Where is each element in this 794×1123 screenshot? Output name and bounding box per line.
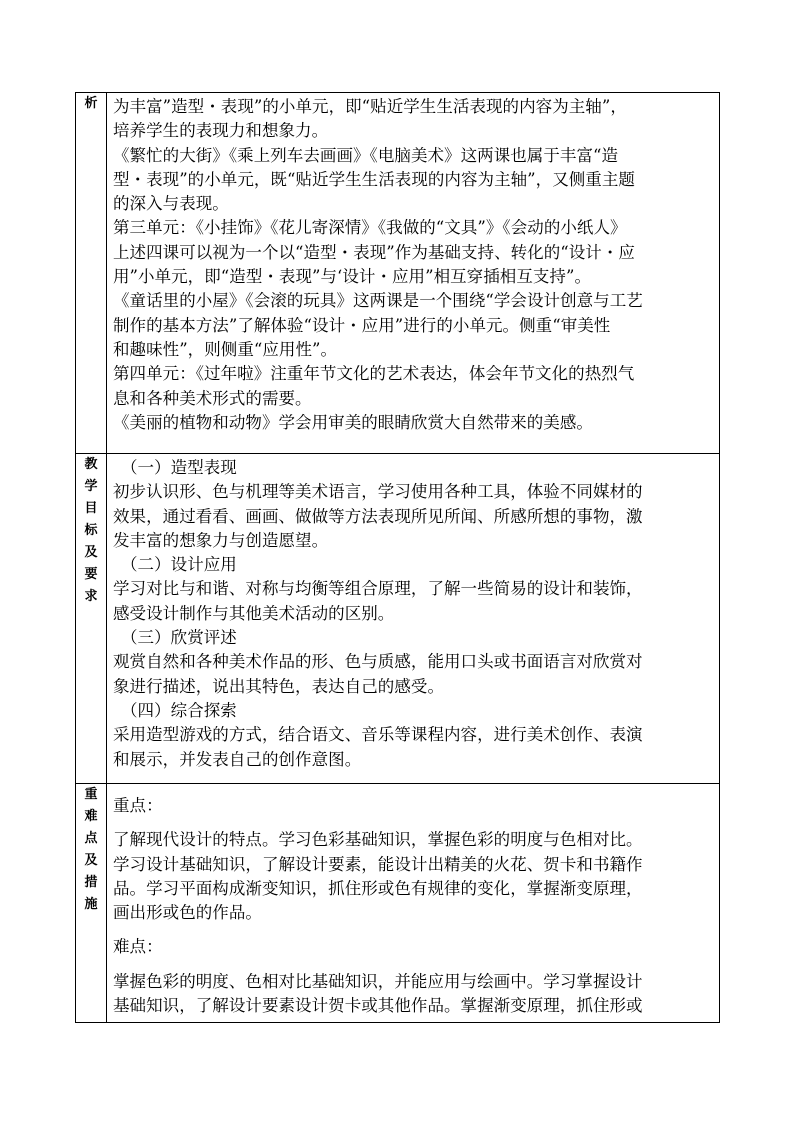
row-label-char: 重 — [84, 787, 98, 802]
analysis-label-cell — [76, 93, 107, 454]
analysis-content-cell — [107, 93, 720, 454]
text-line: 感受设计制作与其他美术活动的区别。 — [113, 603, 395, 623]
text-line: 学习设计基础知识，了解设计要素，能设计出精美的火花、贺卡和书籍作 — [113, 854, 643, 874]
text-line: 为丰富”造型・表现”的小单元，即“贴近学生生活表现的内容为主轴”， — [113, 97, 627, 116]
section-title: （三）欣赏评述 — [121, 628, 237, 648]
text-line: 基础知识，了解设计要素设计贺卡或其他作品。掌握渐变原理，抓住形或 — [113, 996, 643, 1016]
text-line: 发丰富的想象力与创造愿望。 — [113, 530, 329, 550]
objectives-row — [76, 454, 720, 784]
text-line: 和展示，并发表自己的创作意图。 — [113, 749, 362, 769]
row-label-char: 难 — [84, 809, 98, 824]
analysis-row — [76, 93, 720, 454]
text-line: 画出形或色的作品。 — [113, 903, 262, 923]
objectives-content-cell — [107, 454, 720, 784]
row-label-char: 要 — [84, 567, 98, 582]
text-line: 息和各种美术形式的需要。 — [113, 388, 312, 408]
text-line: 《繁忙的大街》《乘上列车去画画》《电脑美术》这两课也属于丰富“造 — [113, 145, 619, 165]
text-line: 《美丽的植物和动物》学会用审美的眼睛欣赏大自然带来的美感。 — [113, 412, 593, 432]
text-line: 象进行描述，说出其特色，表达自己的感受。 — [113, 676, 444, 696]
objectives-label-cell — [76, 454, 107, 784]
text-line: 《童话里的小屋》《会滚的玩具》这两课是一个围绕“学会设计创意与工艺 — [113, 291, 643, 311]
row-label-char: 及 — [84, 545, 98, 560]
text-line: 第三单元：《小挂饰》《花儿寄深情》《我做的“文具”》《会动的小纸人》 — [113, 218, 627, 238]
text-line: 的深入与表现。 — [113, 194, 229, 214]
row-label-char: 学 — [84, 479, 98, 494]
row-label-char: 施 — [84, 897, 98, 912]
row-label-char: 标 — [84, 523, 98, 538]
text-line: 上述四课可以视为一个以“造型・表现”作为基础支持、转化的“设计・应 — [113, 242, 635, 262]
text-line: 学习对比与和谐、对称与均衡等组合原理，了解一些简易的设计和装饰， — [113, 579, 643, 599]
row-label-char: 措 — [84, 875, 98, 890]
row-label-char: 及 — [84, 853, 98, 868]
text-line: 型・表现”的小单元，既“贴近学生生活表现的内容为主轴”，又侧重主题 — [113, 169, 635, 189]
text-line: 第四单元：《过年啦》注重年节文化的艺术表达，体会年节文化的热烈气 — [113, 364, 635, 384]
text-line: 了解现代设计的特点。学习色彩基础知识，掌握色彩的明度与色相对比。 — [113, 830, 643, 850]
key-points-title: 重点： — [113, 796, 163, 815]
text-line: 效果，通过看看、画画、做做等方法表现所见所闻、所感所想的事物，激 — [113, 506, 643, 526]
text-line: 培养学生的表现力和想象力。 — [113, 121, 329, 141]
key-points-content-cell — [107, 784, 720, 1023]
section-title: （二）设计应用 — [121, 555, 237, 575]
section-title: （四）综合探索 — [121, 700, 237, 720]
difficult-points-title: 难点： — [113, 937, 163, 957]
text-line: 初步认识形、色与机理等美术语言，学习使用各种工具，体验不同媒材的 — [113, 482, 643, 502]
text-line: 用”小单元，即“造型・表现”与‘设计・应用”相互穿插相互支持”。 — [113, 267, 592, 287]
row-label-char: 目 — [84, 501, 98, 516]
key-points-row — [76, 784, 720, 1023]
lesson-plan-table — [75, 92, 720, 1023]
row-label-char: 点 — [84, 831, 98, 846]
row-label-char: 求 — [84, 589, 98, 604]
text-line: 观赏自然和各种美术作品的形、色与质感，能用口头或书面语言对欣赏对 — [113, 652, 643, 672]
key-points-label-cell — [76, 784, 107, 1023]
row-label-char: 析 — [84, 96, 98, 111]
text-line: 掌握色彩的明度、色相对比基础知识，并能应用与绘画中。学习掌握设计 — [113, 971, 643, 991]
text-line: 制作的基本方法”了解体验“设计・应用”进行的小单元。侧重“审美性 — [113, 315, 611, 335]
section-title: （一）造型表现 — [121, 458, 237, 477]
text-line: 采用造型游戏的方式，结合语文、音乐等课程内容，进行美术创作、表演 — [113, 725, 643, 745]
text-line: 和趣味性”，则侧重“应用性”。 — [113, 339, 338, 359]
row-label-char: 教 — [84, 457, 98, 472]
text-line: 品。学习平面构成渐变知识，抓住形或色有规律的变化，掌握渐变原理， — [113, 878, 643, 898]
